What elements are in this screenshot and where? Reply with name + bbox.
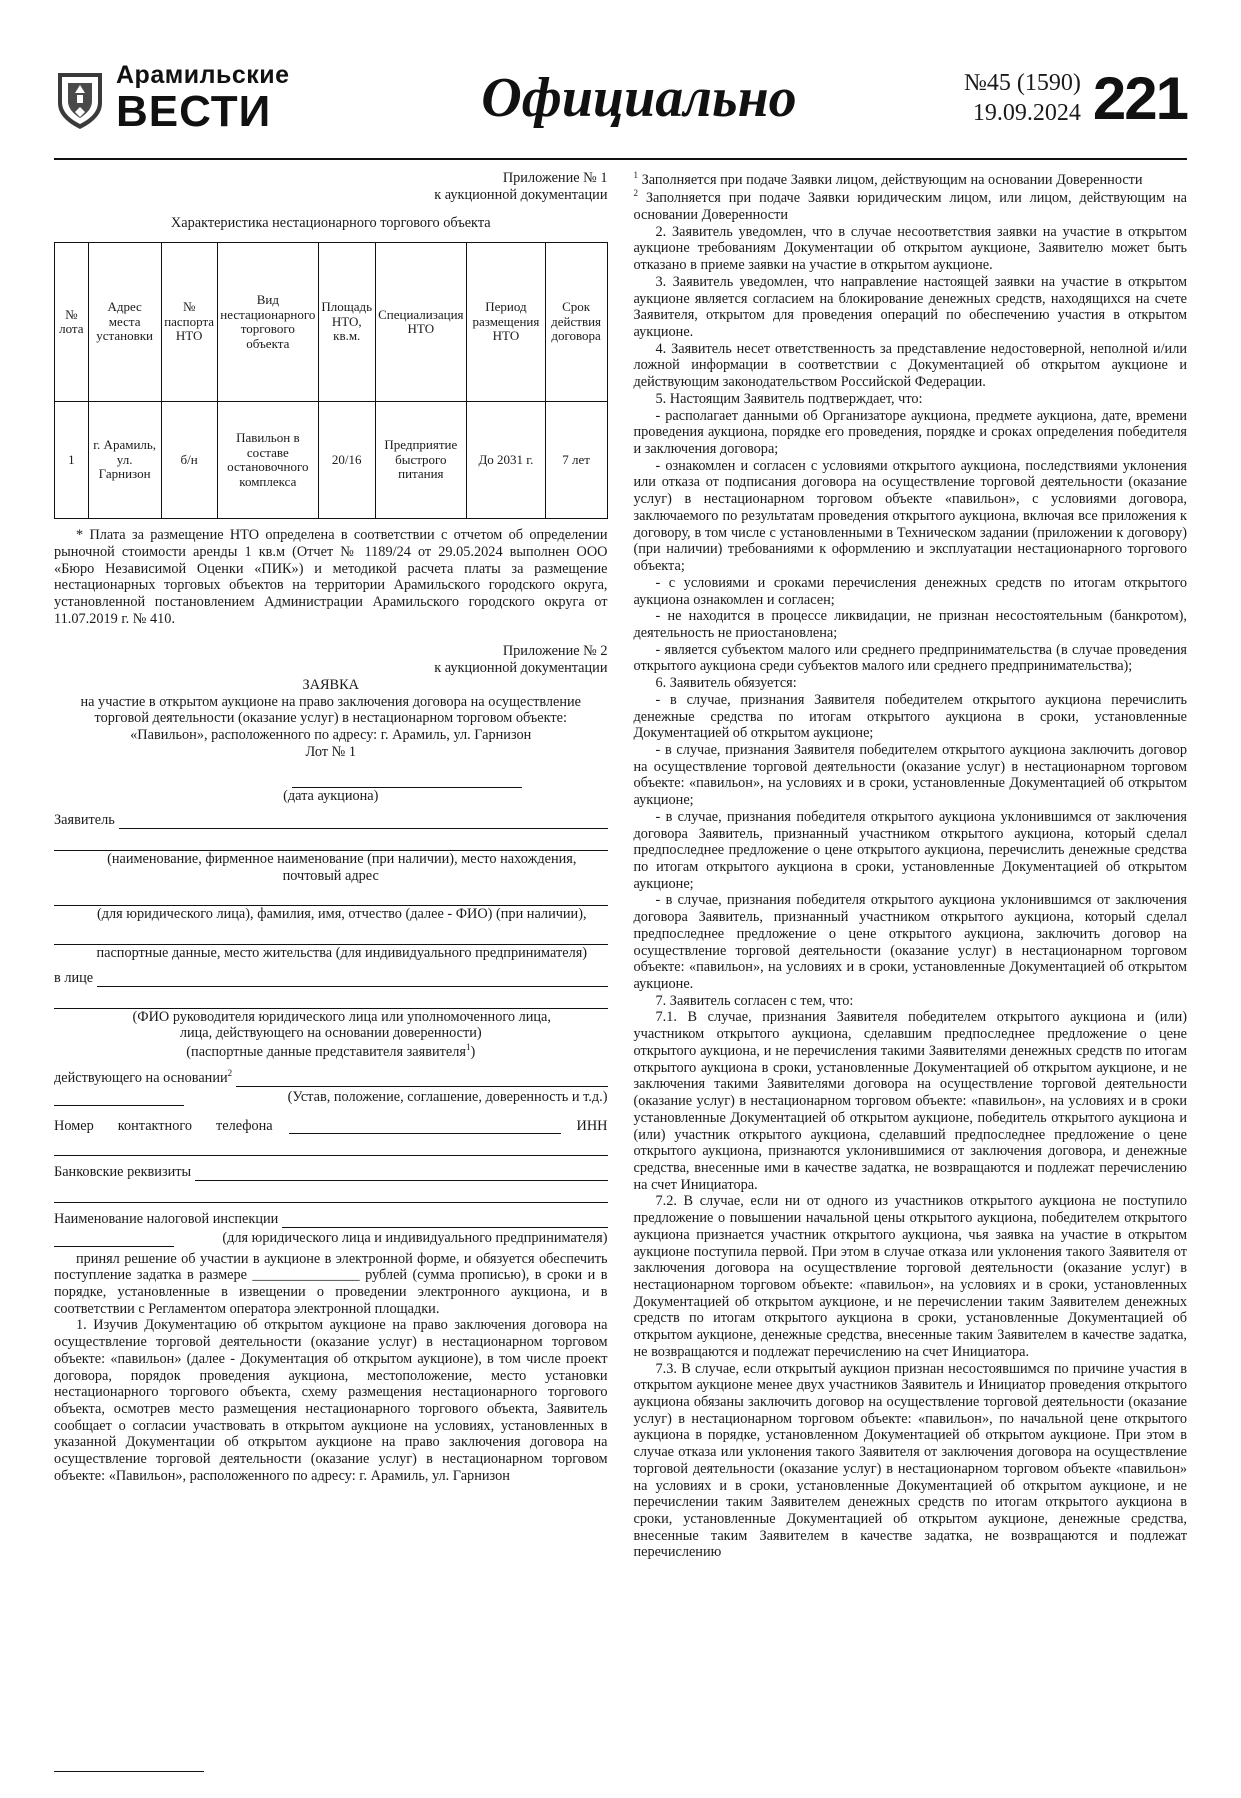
application-lot: Лот № 1 bbox=[305, 743, 356, 760]
clause-2: 2. Заявитель уведомлен, что в случае несоответствия заявки на участие в открытом аукционе требованиям Документации об открытом аукционе, Заявителю может быть отказано в приеме заявки на участие в открытом аукционе. bbox=[633, 223, 1187, 274]
entity-name-line[interactable] bbox=[54, 890, 608, 906]
clause-5-c: - с условиями и сроками перечисления денежных средств по итогам открытого аукциона ознакомлен и согласен; bbox=[633, 574, 1187, 608]
th-area: Площадь НТО, кв.м. bbox=[318, 243, 375, 402]
bank-label: Банковские реквизиты bbox=[54, 1164, 192, 1181]
phone-input[interactable] bbox=[289, 1119, 561, 1134]
th-passport: № паспорта НТО bbox=[161, 243, 217, 402]
appendix-2-number: Приложение № 2 bbox=[502, 643, 608, 660]
cell-lot: 1 bbox=[55, 402, 89, 519]
applicant-caption-1: (наименование, фирменное наименование (при наличии), место нахождения, почтовый адрес bbox=[107, 850, 577, 884]
cell-passport: б/н bbox=[161, 402, 217, 519]
auction-date-caption: (дата аукциона) bbox=[283, 787, 379, 804]
bank-input[interactable] bbox=[195, 1166, 607, 1181]
th-period: Период размещения НТО bbox=[467, 243, 546, 402]
issue-date: 19.09.2024 bbox=[972, 100, 1081, 126]
tax-line2[interactable] bbox=[54, 1232, 174, 1247]
th-spec: Специализация НТО bbox=[375, 243, 467, 402]
issue-info bbox=[964, 68, 1081, 128]
applicant-caption-5: лица, действующего на основании доверенности) bbox=[179, 1025, 482, 1042]
in-face-line2[interactable] bbox=[54, 993, 608, 1009]
footnote-1-marker: 1 bbox=[633, 170, 638, 180]
table-header-row bbox=[55, 243, 608, 402]
masthead bbox=[54, 44, 1187, 152]
acting-caption: (Устав, положение, соглашение, доверенность и т.д.) bbox=[287, 1088, 608, 1105]
footnote-2-text: Заполняется при подаче Заявки юридическим лицом, или лицом, действующим на основании Доверенности bbox=[633, 190, 1187, 223]
table-footnote: * Плата за размещение НТО определена в соответствии с отчетом об определении рыночной стоимости аренды 1 кв.м (Отчет № 1189/24 от 29.05.2024 выполнен ООО «Бюро Независимой Оценки «ПИК») и методикой расчета платы за размещение нестационарных торговых объектов на территории Арамильского городского округа, установленной постановлением Администрации Арамильского городского округа от 11.07.2019 г. № 410. bbox=[54, 527, 608, 627]
footnote-1-text: Заполняется при подаче Заявки лицом, действующим на основании Доверенности bbox=[641, 171, 1143, 188]
clause-7-3: 7.3. В случае, если открытый аукцион признан несостоявшимся по причине участия в открытом аукционе менее двух участников Заявитель и Инициатор проведения открытого аукциона обязаны заключить договор на осуществление торговой деятельности (оказание услуг) в нестационарном торговом объекте: «павильон», по начальной цене открытого аукциона в порядке, установленном Документацией об открытом аукционе. При этом в случае отказа или уклонения такого Заявителя от заключения договора на осуществление торговой деятельности (оказание услуг) в нестационарном торговом объекте «павильон» на условиях и в сроки, установленные Документацией об открытом аукционе, и не перечислении таким Заявителем денежных средств по итогам открытого аукциона в сроки, установленные Документацией об открытом аукционе, денежные средства, внесенные таким Заявителем в качестве задатка, не возвращаются и подлежат перечислению bbox=[633, 1360, 1187, 1561]
bank-row bbox=[54, 1164, 608, 1181]
applicant-label: Заявитель bbox=[54, 812, 115, 829]
page-title: Официально bbox=[481, 67, 797, 129]
th-lot: № лота bbox=[55, 243, 89, 402]
passport-line[interactable] bbox=[54, 929, 608, 945]
applicant-caption-2: (для юридического лица), фамилия, имя, отчество (далее - ФИО) (при наличии), bbox=[96, 906, 587, 923]
footnote-2 bbox=[634, 188, 1188, 223]
table-row bbox=[55, 402, 608, 519]
clause-5-b: - ознакомлен и согласен с условиями открытого аукциона, последствиями уклонения или отказа от подписания договора на осуществление торговой деятельности (оказание услуг) в нестационарном торговом объекте «павильон», с условиями договора, заключаемого по результатам проведения открытого аукциона, включая все приложения к договору, в том числе с установленными в Техническом задании (приложении к договору) (при наличии) требованиями к оформлению и эксплуатации нестационарного торгового объекта; bbox=[633, 457, 1187, 575]
body-columns bbox=[54, 170, 1187, 1561]
publication-logo bbox=[54, 60, 354, 136]
cell-term: 7 лет bbox=[545, 402, 607, 519]
newspaper-page bbox=[0, 44, 1241, 1798]
applicant-caption-3: паспортные данные, место жительства (для индивидуального предпринимателя) bbox=[96, 945, 588, 962]
issue-number: №45 (1590) bbox=[964, 70, 1081, 96]
in-face-label: в лице bbox=[54, 969, 94, 986]
clause-7-2: 7.2. В случае, если ни от одного из участников открытого аукциона не поступило предложение о повышении начальной цены открытого аукциона, победителем открытого аукциона признается участник открытого аукциона, чья заявка на участие в открытом аукционе поступила первой. При этом в случае отказа или уклонения такого Заявителя от заключения договора на осуществление торговой деятельности (оказание услуг) в нестационарном торговом объекте: «павильон», на условиях и в сроки, установленных Документацией об открытом аукционе, и не перечислении таким Заявителем денежных средств по итогам открытого аукциона в сроки, установленные Документацией об открытом аукционе, денежные средства, внесенные таким Заявителем в качестве задатка, не возвращаются и подлежат перечислению на счет Инициатора. bbox=[633, 1193, 1187, 1360]
clause-5-a: - располагает данными об Организаторе аукциона, предмете аукциона, дате, времени проведения аукциона, порядке его проведения, порядке и сроках определения победителя и заключения договора; bbox=[633, 407, 1187, 458]
applicant-caption-4: (ФИО руководителя юридического лица или уполномоченного лица, bbox=[132, 1008, 551, 1025]
inn-input-line[interactable] bbox=[54, 1140, 608, 1156]
clause-3: 3. Заявитель уведомлен, что направление настоящей заявки на участие в открытом аукционе является согласием на блокирование денежных средств, находящихся на счете Заявителя, открытом для проведения операций по обеспечению участия в открытом аукционе. bbox=[633, 273, 1187, 340]
appendix-1-doc: к аукционной документации bbox=[434, 186, 608, 203]
logo-line-2: ВЕСТИ bbox=[116, 86, 272, 136]
th-type: Вид нестационарного торгового объекта bbox=[217, 243, 318, 402]
phone-label-2: контактного bbox=[117, 1117, 192, 1134]
acting-label-text: действующего на основании bbox=[54, 1070, 228, 1087]
cell-address: г. Арамиль, ул. Гарнизон bbox=[88, 402, 161, 519]
page-number: 221 bbox=[1092, 64, 1187, 132]
application-subtitle-2: торговой деятельности (оказание услуг) в нестационарном торговом объекте: bbox=[94, 710, 567, 727]
acting-line2[interactable] bbox=[54, 1091, 184, 1106]
appendix-1-number: Приложение № 1 bbox=[502, 170, 608, 186]
caption-6-text: (паспортные данные представителя заявителя bbox=[186, 1043, 466, 1060]
caption-6-footnote-marker: 1 bbox=[465, 1041, 471, 1052]
phone-label-1: Номер bbox=[54, 1117, 94, 1134]
auction-date-field[interactable] bbox=[292, 773, 522, 788]
coat-of-arms-icon bbox=[54, 67, 106, 129]
clause-6-a: - в случае, признания Заявителя победителем открытого аукциона перечислить денежные средства по итогам открытого аукциона в сроки, установленные Документацией об открытом аукционе; bbox=[633, 691, 1187, 742]
clause-7: 7. Заявитель согласен с тем, что: bbox=[655, 992, 854, 1009]
clause-5: 5. Настоящим Заявитель подтверждает, что: bbox=[655, 390, 923, 407]
bank-line2[interactable] bbox=[54, 1187, 608, 1203]
appendix-2-doc: к аукционной документации bbox=[434, 660, 608, 677]
cell-type: Павильон в составе остановочного комплекса bbox=[217, 402, 318, 519]
left-column bbox=[54, 170, 608, 1561]
acting-row bbox=[54, 1068, 608, 1086]
nto-characteristics-table bbox=[54, 242, 608, 519]
footnote-separator bbox=[54, 1771, 204, 1772]
tax-caption: (для юридического лица и индивидуального предпринимателя) bbox=[222, 1229, 608, 1246]
clause-6-c: - в случае, признания победителя открытого аукциона уклонившимся от заключения договора Заявитель, признанный участником открытого аукциона, который сделал предпоследнее предложение о цене открытого аукциона, перечислить денежные средства по итогам открытого аукциона в сроки, установленные Документацией об открытом аукционе; bbox=[633, 808, 1187, 892]
clause-7-1: 7.1. В случае, признания Заявителя победителем открытого аукциона и (или) участником открытого аукциона, сделавшим предпоследнее предложение о цене открытого аукциона, и не перечисления такими Заявителями денежных средств по итогам открытого аукциона в сроки, установленные Документацией об открытом аукционе, и не заключения такими Заявителями договора на осуществление торговой деятельности (оказание услуг) в нестационарном торговом объекте: «павильон», на условиях и в сроки установленные Документацией об открытом аукционе, победитель открытого аукциона и (или) участник открытого аукциона, сделавший предпоследнее предложение о цене открытого аукциона, признаются уклонившимися от заключения договора, и денежные средства, внесенные ими в качестве задатка, не возвращаются и подлежат перечислению на счет Инициатора. bbox=[633, 1009, 1187, 1193]
in-face-input[interactable] bbox=[97, 972, 607, 987]
cell-period: До 2031 г. bbox=[467, 402, 546, 519]
caption-6-end: ) bbox=[470, 1043, 476, 1060]
decision-paragraph: принял решение об участии в аукционе в электронной форме, и обязуется обеспечить поступление задатка в размере _______________ рублей (сумма прописью), в сроки и в порядке, установленные в извещении о проведении электронного аукциона, и в соответствии с Регламентом оператора электронной площадки. bbox=[54, 1250, 608, 1317]
clause-1: 1. Изучив Документацию об открытом аукционе на право заключения договора на осуществление торговой деятельности (оказание услуг) в нестационарном торговом объекте: «павильон» (далее - Документация об открытом аукционе), в том числе проект договора, порядок проведения аукциона, местоположение, место установки нестационарного торгового объекта, схему размещения нестационарного торгового объекта, осмотрев место размещения нестационарного торгового объекта, Заявитель сообщает о согласии участвовать в открытом аукционе на условиях, установленных в указанной Документации об открытом аукционе на право заключения договора на осуществление торговой деятельности (оказание услуг) в нестационарном торговом объекте: «Павильон», расположенного по адресу: г. Арамиль, ул. Гарнизон bbox=[54, 1317, 608, 1484]
in-face-row bbox=[54, 970, 608, 987]
clause-6-b: - в случае, признания Заявителя победителем открытого аукциона заключить договор на осуществление торговой деятельности (оказание услуг) в нестационарном торговом объекте: «павильон», на условиях и в сроки, установленные Документацией об открытом аукционе; bbox=[633, 741, 1187, 809]
clause-5-e: - является субъектом малого или среднего предпринимательства (в случае проведения открытого аукциона среди субъектов малого или среднего предпринимательства); bbox=[633, 641, 1187, 675]
clause-5-d: - не находится в процессе ликвидации, не признан несостоятельным (банкротом), деятельность не приостановлена; bbox=[633, 608, 1187, 641]
tax-input[interactable] bbox=[282, 1213, 607, 1228]
table-title: Характеристика нестационарного торгового объекта bbox=[170, 215, 491, 232]
clause-6: 6. Заявитель обязуется: bbox=[655, 675, 797, 692]
clause-6-d: - в случае, признания победителя открытого аукциона уклонившимся от заключения договора Заявитель, признанный участником открытого аукциона, который сделал предпоследнее предложение о цене открытого аукциона, заключить договор на осуществление торговой деятельности (оказание услуг) в нестационарном торговом объекте: «павильон», на условиях и в сроки, установленные Документацией об открытом аукционе. bbox=[633, 892, 1187, 993]
tax-row bbox=[54, 1211, 608, 1228]
applicant-row bbox=[54, 812, 608, 829]
phone-label-3: телефона bbox=[216, 1117, 273, 1134]
applicant-input-line2[interactable] bbox=[54, 835, 608, 851]
th-term: Срок действия договора bbox=[545, 243, 607, 402]
acting-input[interactable] bbox=[236, 1072, 607, 1087]
applicant-input[interactable] bbox=[119, 814, 608, 829]
logo-line-1: Арамильские bbox=[116, 60, 290, 89]
clause-4: 4. Заявитель несет ответственность за представление недостоверной, неполной и/или ложной информации в соответствии с Документацией об открытом аукционе и действующим законодательством Российской Федерации. bbox=[633, 340, 1187, 391]
th-address: Адрес места установки bbox=[88, 243, 161, 402]
footnote-1 bbox=[634, 170, 1188, 188]
acting-footnote-marker: 2 bbox=[227, 1068, 233, 1079]
applicant-caption-6 bbox=[54, 1042, 608, 1060]
application-heading: ЗАЯВКА bbox=[302, 676, 359, 693]
cell-area: 20/16 bbox=[318, 402, 375, 519]
inn-label: ИНН bbox=[576, 1117, 608, 1134]
right-column bbox=[634, 170, 1188, 1561]
cell-spec: Предприятие быстрого питания bbox=[375, 402, 467, 519]
footnote-2-marker: 2 bbox=[633, 188, 638, 199]
application-subtitle-1: на участие в открытом аукционе на право заключения договора на осуществление bbox=[80, 693, 582, 710]
masthead-divider bbox=[54, 158, 1187, 160]
application-subtitle-3: «Павильон», расположенного по адресу: г. Арамиль, ул. Гарнизон bbox=[130, 727, 532, 744]
tax-label: Наименование налоговой инспекции bbox=[54, 1211, 279, 1228]
acting-label bbox=[54, 1068, 236, 1086]
